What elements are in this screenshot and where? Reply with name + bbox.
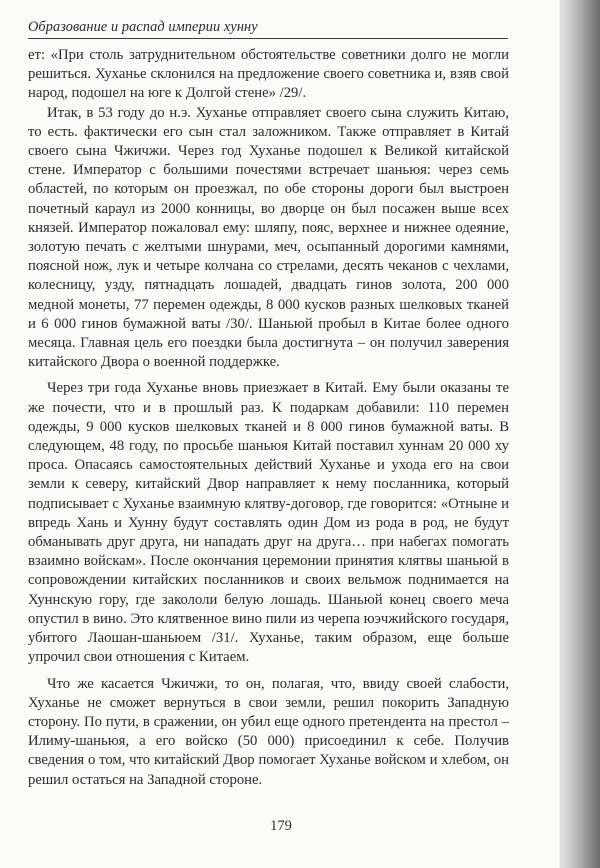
page-number: 179 bbox=[270, 818, 292, 834]
paragraph: ет: «При столь затруднительном обстоятельстве советники долго не могли решиться. Хуханье склонился на предложение своего советника и, взяв свой народ, подошел на юге к Долгой стене» /29/. bbox=[28, 47, 509, 102]
paragraph: Итак, в 53 году до н.э. Хуханье отправляет своего сына служить Китаю, то есть. фактически его сын стал заложником. Также отправляет в Китай своего сына Чжичжи. Через год Хуханье подошел к Великой китайской стене. Император с большими почестями встречает шаньюя: через семь областей, по которым он проезжал, по обе стороны дороги был выстроен почетный караул из 2000 конницы, во дворце он был посажен выше всех князей. Император пожаловал ему: шляпу, пояс, верхнее и нижнее одеяние, золотую печать с желтыми шнурами, меч, осыпанный дорогими камнями, поясной нож, лук и четыре колчана со стрелами, десять чеканов с чехлами, колесницу, узду, пятнадцать лошадей, двадцать гинов золота, 200 000 медной монеты, 77 перемен одежды, 8 000 кусков разных шелковых тканей и 6 000 гинов бумажной ваты /30/. Шаньюй пробыл в Китае более одного месяца. Главная цель его поездки была достигнута – он получил заверения китайского Двора о военной поддержке. bbox=[28, 104, 509, 371]
body-text bbox=[28, 46, 509, 790]
book-spine-shadow bbox=[562, 0, 600, 868]
paragraph: Через три года Хуханье вновь приезжает в Китай. Ему были оказаны те же почести, что и в прошлый раз. К подаркам добавили: 110 перемен одежды, 9 000 кусков шелковых тканей и 8 000 гинов бумажной ваты. В следующем, 48 году, по просьбе шаньюя Китай поставил хуннам 20 000 ху проса. Опасаясь самостоятельных действий Хуханье и ухода его на свои земли к северу, китайский Двор направляет к нему посланника, который подписывает с Хуханье взаимную клятву-договор, где говорится: «Отныне и впредь Хань и Хунну будут составлять один Дом из рода в род, не будут обманывать друг друга, ни нападать друг на друга… при набегах помогать взаимно войскам». После окончания церемонии принятия клятвы шаньюй в сопровождении китайских посланников и своих вельмож поднимается на Хуннскую гору, где закололи белую лошадь. Шаньюй конец своего меча опустил в вино. Это клятвенное вино пили из черепа юэчжийского государя, убитого Лаошан-шаньюем /31/. Хуханье, таким образом, еще больше упрочил свои отношения с Китаем. bbox=[28, 380, 509, 666]
paragraph: Что же касается Чжичжи, то он, полагая, что, ввиду своей слабости, Хуханье не сможет вернуться в свои земли, решил покорить Западную сторону. По пути, в сражении, он убил еще одного претендента на престол – Илиму-шаньюя, а его войско (50 000) присоединил к себе. Получив сведения о том, что китайский Двор помогает Хуханье войском и хлебом, он решил остаться на Западной стороне. bbox=[28, 675, 509, 788]
running-header bbox=[28, 12, 508, 39]
running-header-title: Образование и распад империи хунну bbox=[28, 19, 258, 35]
